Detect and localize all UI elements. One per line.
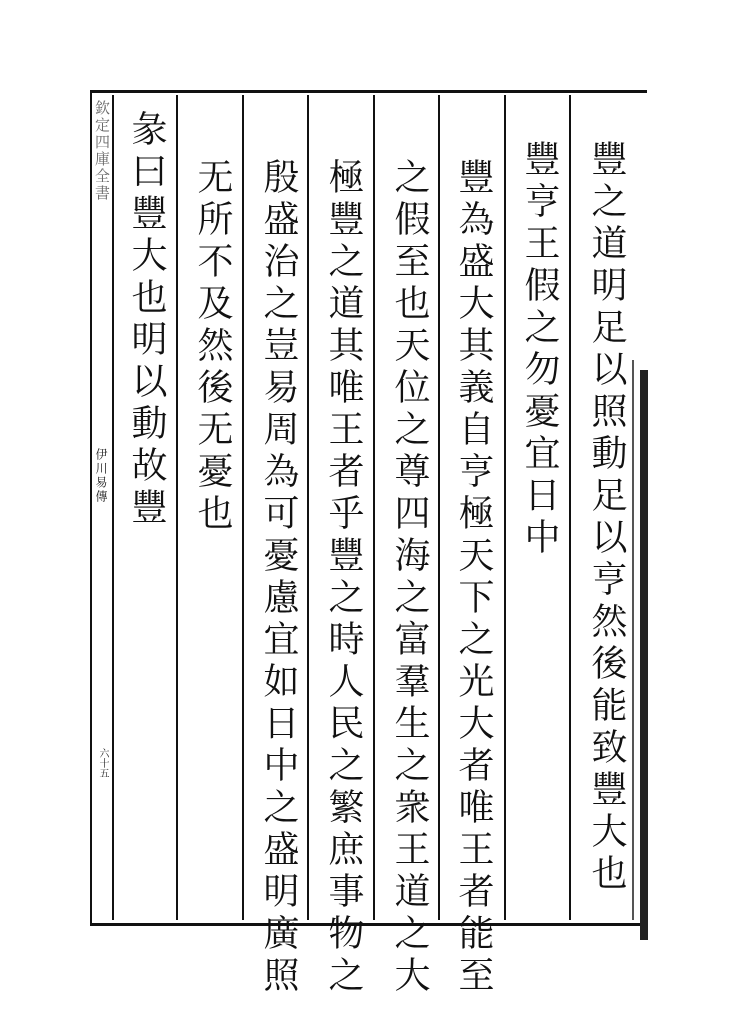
column-rule — [504, 95, 506, 920]
text-column-8: 彖曰豐大也明以動故豐 — [126, 110, 167, 530]
text-column-2: 豐亨王假之勿憂宜日中 — [519, 140, 560, 560]
margin-strip — [92, 93, 112, 918]
text-column-5: 極豐之道其唯王者乎豐之時人民之繁庶事物之 — [323, 158, 364, 998]
column-rule — [569, 95, 571, 920]
page-edge-line — [632, 360, 634, 920]
column-rule — [373, 95, 375, 920]
text-column-4: 之假至也天位之尊四海之富羣生之衆王道之大 — [389, 158, 430, 998]
margin-rule — [112, 95, 114, 920]
page-edge-shadow — [640, 370, 648, 940]
text-column-1: 豐之道明足以照動足以亨然後能致豐大也 — [586, 140, 627, 896]
margin-book-title: 伊川易傳 — [94, 448, 108, 504]
margin-title: 欽定四庫全書 — [93, 100, 111, 202]
text-column-3: 豐為盛大其義自亨極天下之光大者唯王者能至 — [453, 158, 494, 998]
text-column-6: 殷盛治之豈易周為可憂慮宜如日中之盛明廣照 — [258, 158, 299, 998]
column-rule — [242, 95, 244, 920]
column-rule — [307, 95, 309, 920]
text-column-7: 无所不及然後无憂也 — [192, 158, 233, 536]
column-rule — [176, 95, 178, 920]
page-frame — [90, 90, 647, 926]
folio-number: 六十五 — [97, 748, 108, 778]
column-rule — [438, 95, 440, 920]
